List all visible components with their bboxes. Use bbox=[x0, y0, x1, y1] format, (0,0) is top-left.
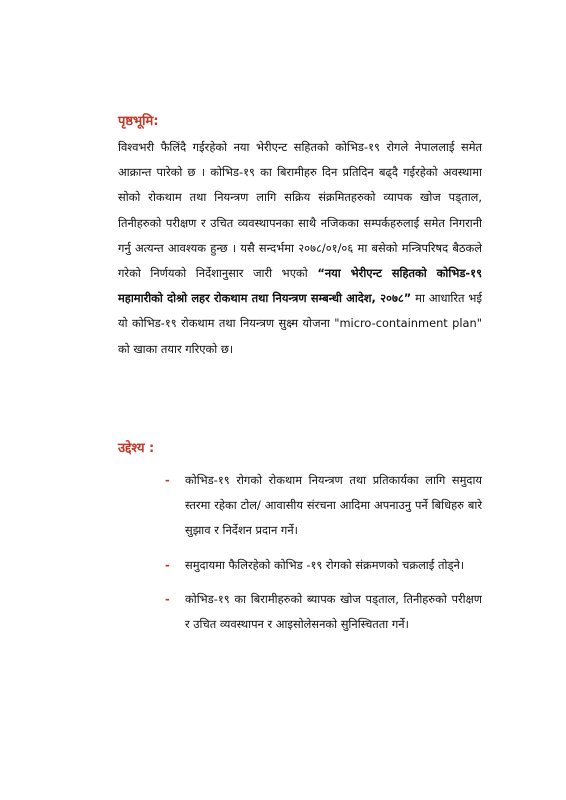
bullet-dash-icon: - bbox=[165, 591, 170, 606]
list-item bbox=[165, 553, 482, 578]
objectives-heading: उद्देश्य : bbox=[118, 441, 155, 456]
objective-text: कोभिड-१९ का बिरामीहरुको ब्यापक खोज पड्ताल, तिनीहरुको परीक्षण र उचित व्यवस्थापन र आइसोलेसनको सुनिस्चितता गर्ने। bbox=[185, 591, 482, 632]
bullet-dash-icon: - bbox=[165, 473, 170, 487]
objective-text: कोभिड-१९ रोगको रोकथाम नियन्त्रण तथा प्रतिकार्यका लागि समुदाय स्तरमा रहेका टोल/ आवासीय संरचना आदिमा अपनाउनु पर्ने बिधिहरु बारे सुझाव र निर्देशन प्रदान गर्ने। bbox=[185, 473, 482, 538]
objectives-list bbox=[165, 468, 482, 646]
background-text-intro: विश्वभरी फैलिंदै गईरहेको नया भेरीएन्ट सहितको कोभिड-१९ रोगले नेपाललाई समेत आक्रान्त पारेको छ । कोभिड-१९ का बिरामीहरु दिन प्रतिदिन बढ्दै गईरहेको अवस्थामा सोको रोकथाम तथा नियन्त्रण लागि सक्रिय संक्रमितहरुको व्यापक खोज पड्ताल, तिनीहरुको परीक्षण र उचित व्यवस्थापनका साथै नजिकका सम्पर्कहरुलाई समेत निगरानी गर्नु अत्यन्त आवश्यक हुन्छ । यसै सन्दर्भमा २०७८/०१/०६ मा बसेको मन्त्रिपरिषद बैठकले गरेको निर्णयको निर्देशानुसार जारी भएको bbox=[118, 140, 482, 281]
list-item bbox=[165, 587, 482, 637]
background-heading: पृष्ठभूमि: bbox=[118, 114, 159, 129]
background-text-bold-order-title: “नया भेरीएन्ट सहितको कोभिड-१९ महामारीको दोश्रो लहर रोकथाम तथा नियन्त्रण सम्बन्धी आदेश, २०७८” bbox=[118, 266, 483, 306]
background-text-outro: मा आधारित भई यो कोभिड-१९ रोकथाम तथा नियन्त्रण सुक्ष्म योजना "micro-containment plan" को खाका तयार गरिएको छ। bbox=[118, 291, 482, 356]
bullet-dash-icon: - bbox=[165, 557, 170, 572]
list-item bbox=[165, 468, 482, 544]
background-paragraph bbox=[118, 135, 482, 362]
objective-text: समुदायमा फैलिरहेको कोभिड -१९ रोगको संक्रमणको चक्रलाई तोड्ने। bbox=[185, 557, 465, 572]
